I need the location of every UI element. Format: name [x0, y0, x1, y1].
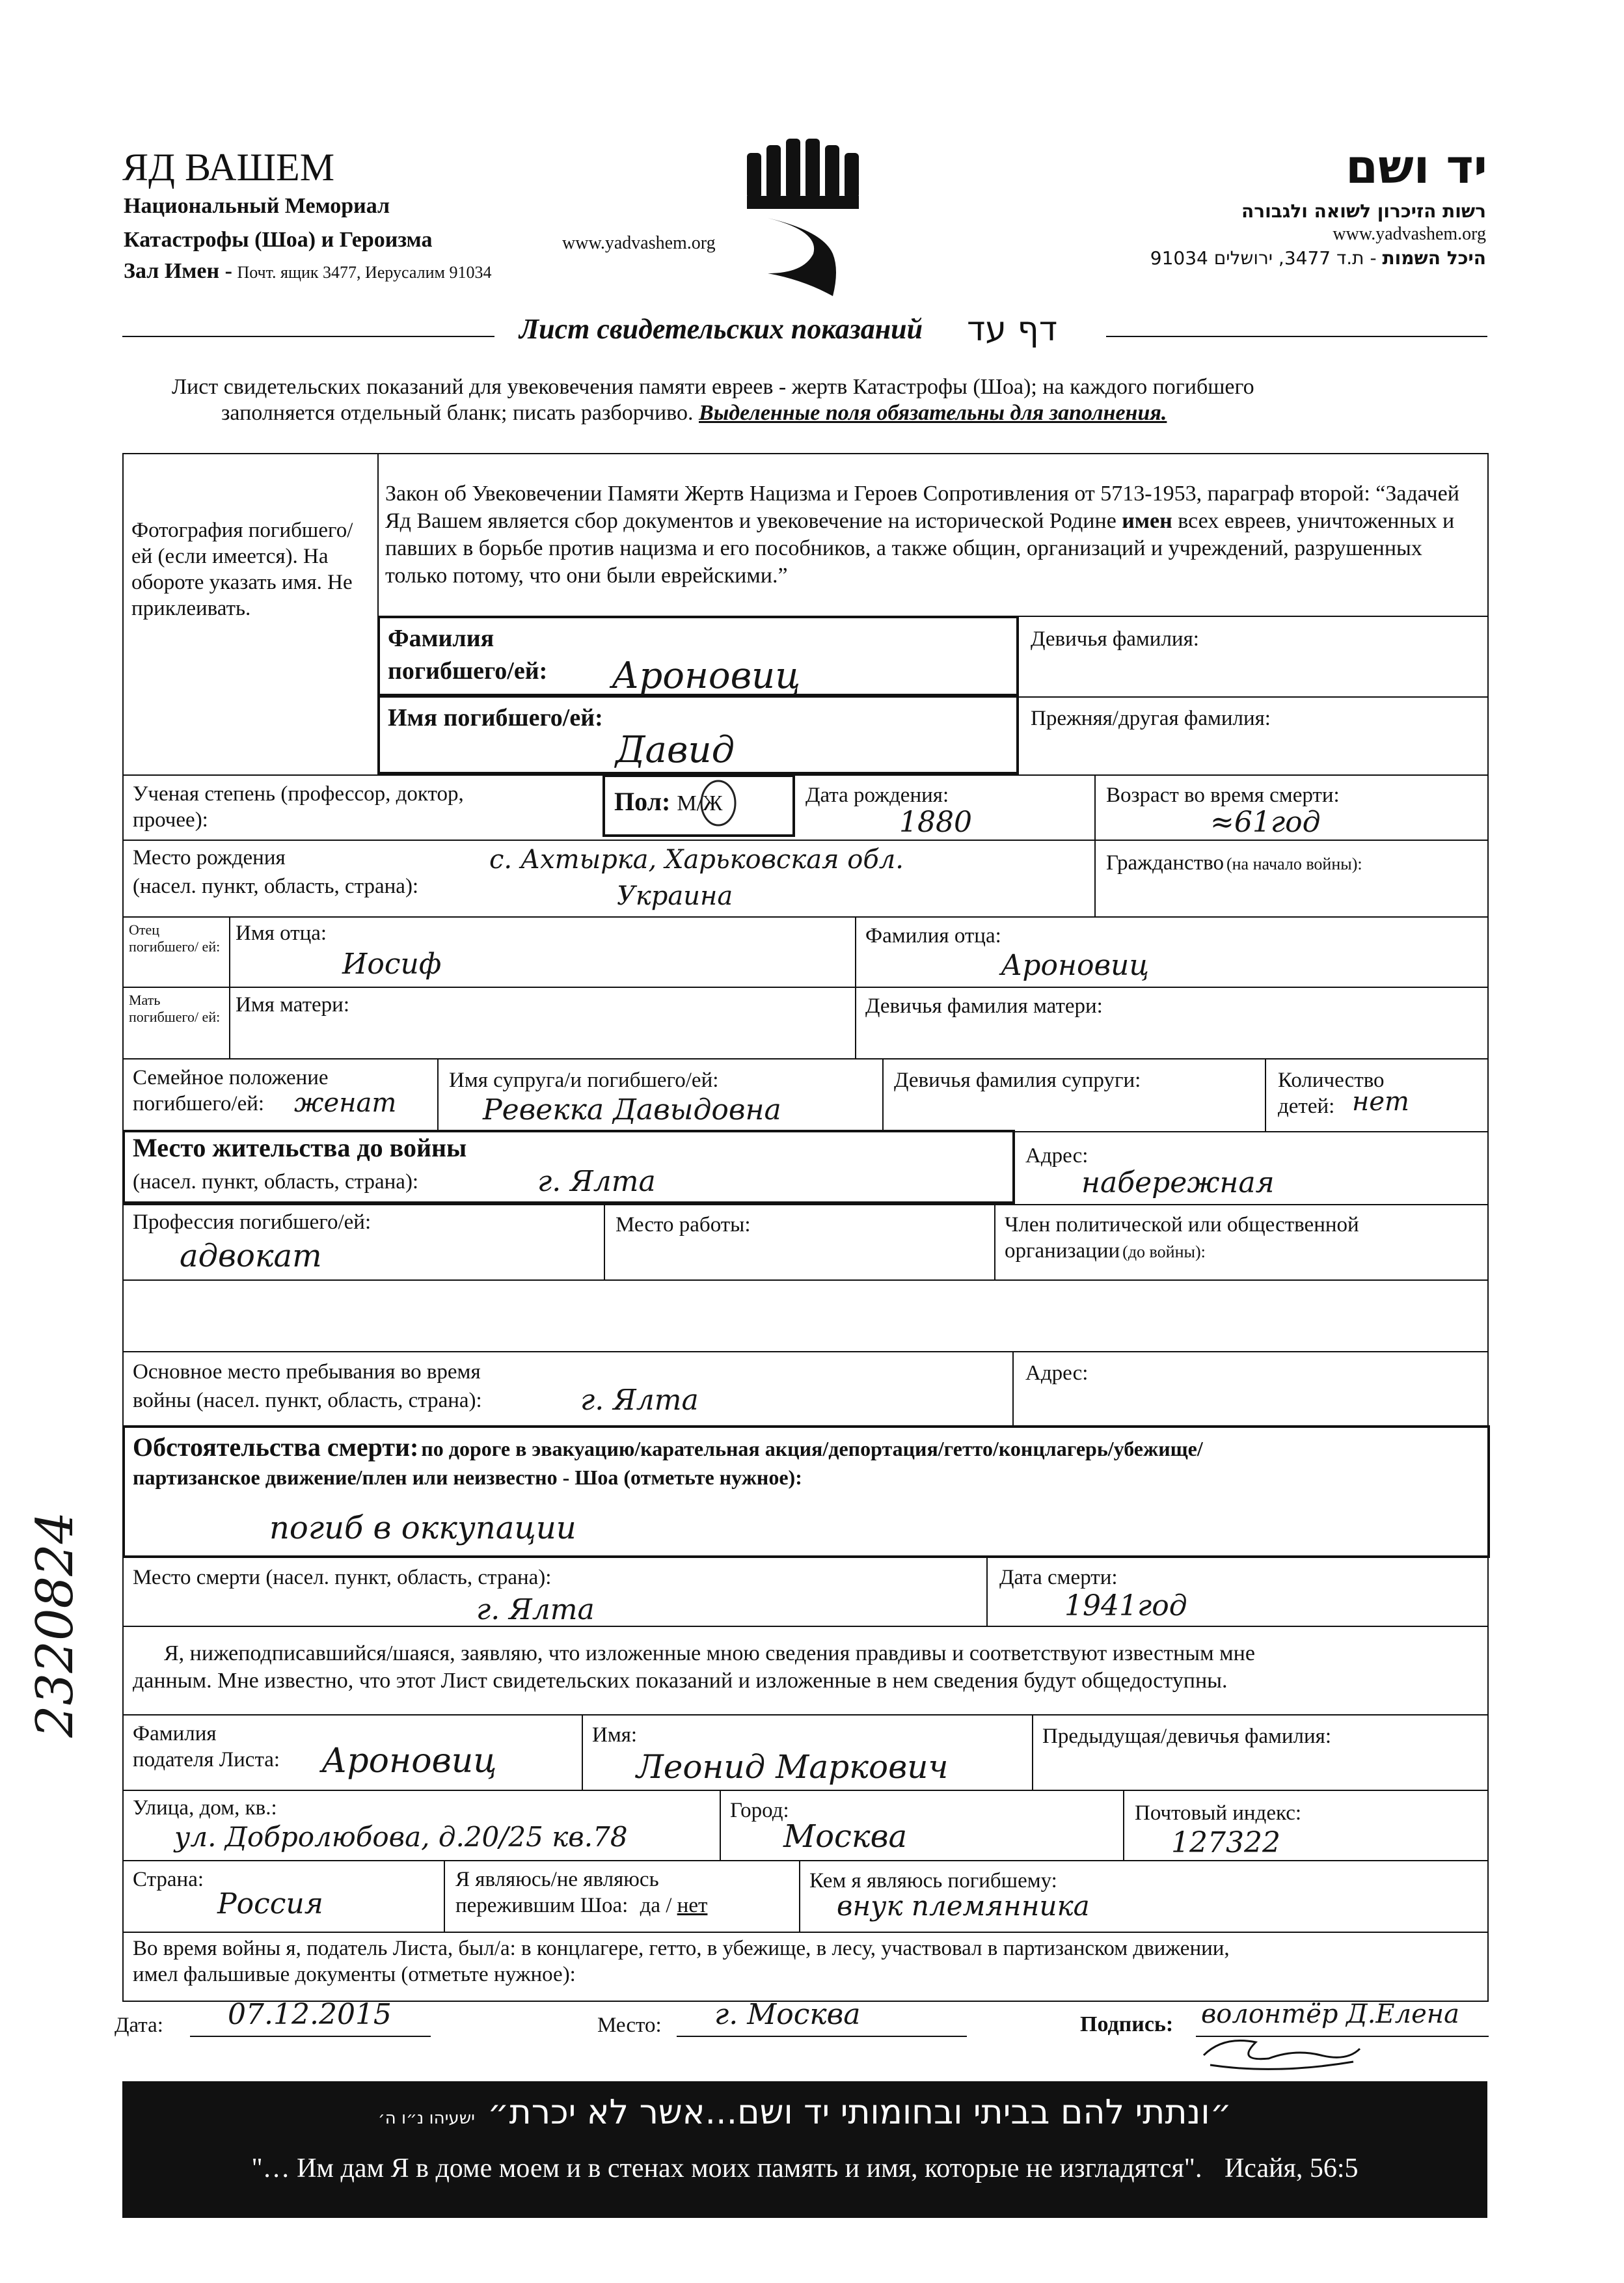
city-value: Москва [783, 1818, 908, 1855]
address-value: набережная [1081, 1166, 1275, 1199]
survivor-label-1: Я являюсь/не являюсь [455, 1868, 659, 1891]
margin-record-number: 2320824 [26, 1511, 85, 1738]
zip-value: 127322 [1171, 1826, 1280, 1859]
father-side-label: Отец погибшего/ ей: [129, 922, 221, 955]
birth-date-label: Дата рождения: [805, 784, 949, 807]
children-label-1: Количество [1278, 1069, 1385, 1092]
org-line2-ru: Национальный Мемориал [124, 194, 390, 218]
wartime-label-2: войны (насел. пункт, область, страна): [133, 1389, 482, 1412]
mother-name-label: Имя матери: [236, 993, 349, 1017]
relation-label: Кем я являюсь погибшему: [809, 1869, 1057, 1893]
declaration-line-1: Я, нижеподписавшийся/шаяся, заявляю, что изложенные мною сведения правдивы и соответствуют известным мне [164, 1641, 1255, 1665]
first-name-label: Имя погибшего/ей: [388, 704, 603, 731]
spouse-label: Имя супруга/и погибшего/ей: [449, 1069, 719, 1092]
citizenship-note: (на начало войны): [1226, 854, 1362, 873]
law-text [385, 480, 1485, 590]
footer-russian-row [122, 2153, 1487, 2184]
father-surname-value: Ароновиц [1001, 949, 1150, 982]
profession-value: адвокат [180, 1238, 322, 1274]
law-text-bold: имен [1122, 509, 1172, 533]
submitter-name-label: Имя: [592, 1723, 638, 1747]
survivor-no[interactable]: нет [677, 1894, 708, 1917]
member-note: (до войны): [1122, 1242, 1206, 1261]
url-right: www.yadvashem.org [1333, 224, 1486, 244]
submitter-surname-value: Ароновиц [321, 1742, 497, 1781]
father-name-value: Иосиф [342, 948, 442, 981]
form-title-ru: Лист свидетельских показаний [519, 313, 923, 345]
photo-note: Фотография погибшего/ей (если имеется). На обороте указать имя. Не приклеивать. [131, 519, 353, 620]
city-label: Город: [730, 1799, 789, 1822]
footer-russian-quote: "… Им дам Я в доме моем и в стенах моих память и имя, которые не изгладятся". [251, 2153, 1202, 2183]
marital-label-1: Семейное положение [133, 1066, 329, 1089]
birth-date-value: 1880 [899, 806, 972, 839]
birthplace-value-2: Украина [617, 881, 733, 911]
death-date-value: 1941год [1064, 1589, 1187, 1622]
address-label: Адрес: [1025, 1144, 1089, 1168]
death-place-value: г. Ялта [476, 1593, 595, 1626]
declaration-line-2: данным. Мне известно, что этот Лист свидетельских показаний и изложенные в нем сведения будут общедоступны. [133, 1669, 1228, 1693]
death-circ-value: погиб в оккупации [269, 1510, 576, 1546]
mother-side-label: Мать погибшего/ ей: [129, 992, 221, 1025]
birthplace-value-1: с. Ахтырка, Харьковская обл. [489, 845, 904, 875]
submitter-surname-label-1: Фамилия [133, 1722, 217, 1745]
submitter-surname-label-2: подателя Листа: [133, 1748, 280, 1771]
date-value: 07.12.2015 [228, 1998, 392, 2031]
wartime-label-1: Основное место пребывания во время [133, 1360, 481, 1384]
relation-value: внук племянника [837, 1890, 1090, 1922]
footer-hebrew-quote: ״ונתתי להם בביתי ובחומותי יד ושם...אשר לא יכרת״ [487, 2093, 1232, 2132]
footer-banner [122, 2081, 1487, 2218]
footer-russian-source: Исайя, 56:5 [1224, 2153, 1359, 2183]
surname-value: Ароновиц [612, 655, 801, 697]
sex-circle-mark-icon [696, 776, 742, 828]
age-label: Возраст во время смерти: [1106, 784, 1340, 807]
previous-name-label: Прежняя/другая фамилия: [1031, 707, 1271, 730]
spouse-value: Ревекка Давыдовна [483, 1093, 781, 1127]
death-place-label: Место смерти (насел. пункт, область, страна): [133, 1566, 552, 1589]
url-left: www.yadvashem.org [562, 233, 716, 253]
org-name-ru: ЯД ВАШЕМ [122, 146, 335, 189]
intro-emphasis: Выделенные поля обязательны для заполнения. [699, 401, 1167, 425]
war-status-line-1: Во время войны я, податель Листа, был/а: в концлагере, гетто, в убежище, в лесу, участвовал в партизанском движении, [133, 1937, 1230, 1960]
law-text-part2: всех евреев, уничтоженных и павших в борьбе против нацизма и его пособников, а также общин, организаций и учреждений, разрушенных только потому, что они были еврейскими.” [385, 509, 1455, 588]
org-name-he: יד ושם [1345, 139, 1487, 194]
sex-label: Пол: [614, 787, 671, 816]
intro-text: заполняется отдельный бланк; писать разборчиво. [221, 401, 694, 425]
hall-he-label: היכל השמות [1382, 247, 1486, 269]
signature-label: Подпись: [1080, 2012, 1174, 2036]
date-label: Дата: [115, 2014, 163, 2037]
footer-hebrew-source: ישעיהו נ״ו ה׳ [377, 2109, 475, 2128]
father-name-label: Имя отца: [236, 922, 327, 945]
street-label: Улица, дом, кв.: [133, 1796, 277, 1820]
citizenship-label-row [1106, 850, 1362, 876]
org-line2-he: רשות הזיכרון לשואה ולגבורה [1241, 200, 1486, 222]
signature-scribble-icon [1197, 2029, 1366, 2075]
survivor-yes[interactable]: да [640, 1894, 660, 1917]
father-surname-label: Фамилия отца: [865, 924, 1001, 948]
citizenship-label: Гражданство [1106, 851, 1224, 875]
survivor-separator: / [666, 1894, 672, 1917]
residence-value: г. Ялта [537, 1165, 656, 1198]
hall-he [1150, 247, 1486, 269]
death-circ-line-2: партизанское движение/плен или неизвестно - Шоа (отметьте нужное): [133, 1466, 802, 1489]
death-circ-line-1 [133, 1432, 1203, 1462]
age-value: ≈61год [1210, 806, 1321, 839]
member-label-1: Член политической или общественной [1005, 1213, 1359, 1237]
profession-label: Профессия погибшего/ей: [133, 1210, 372, 1234]
sex-options[interactable]: М/Ж [677, 791, 723, 815]
birthplace-label-1: Место рождения [133, 846, 286, 869]
hall-address: Почт. ящик 3477, Иерусалим 91034 [237, 263, 492, 282]
death-circ-bold: Обстоятельства смерти: [133, 1432, 419, 1462]
zip-label: Почтовый индекс: [1135, 1801, 1302, 1825]
hall-of-names-address [124, 259, 492, 284]
death-circ-options: по дороге в эвакуацию/карательная акция/депортация/гетто/концлагерь/убежище/ [421, 1437, 1203, 1460]
mother-maiden-label: Девичья фамилия матери: [865, 994, 1103, 1018]
residence-sub-label: (насел. пункт, область, страна): [133, 1170, 419, 1194]
first-name-value: Давид [616, 729, 735, 771]
survivor-label-row-2 [455, 1893, 707, 1919]
org-line3-ru: Катастрофы (Шоа) и Героизма [124, 228, 433, 252]
survivor-label-2: пережившим Шоа: [455, 1894, 629, 1917]
maiden-name-label: Девичья фамилия: [1031, 627, 1199, 651]
law-text-part1: Закон об Увековечении Памяти Жертв Нацизма и Героев Сопротивления от 5713-1953, параграф второй: “Задачей Яд Вашем является сбор документов и увековечение на исторической Родине [385, 482, 1459, 533]
workplace-label: Место работы: [616, 1213, 751, 1237]
form-title-he: דף עד [967, 310, 1058, 349]
birthplace-label-2: (насел. пункт, область, страна): [133, 875, 419, 898]
wartime-value: г. Ялта [580, 1384, 699, 1417]
member-label-2: организации [1005, 1239, 1120, 1263]
death-date-label: Дата смерти: [999, 1566, 1118, 1589]
degree-label: Ученая степень (профессор, доктор, прочее): [133, 782, 464, 832]
hall-he-address: - ת.ד 3477, ירושלים 91034 [1150, 247, 1377, 269]
children-value: нет [1352, 1087, 1409, 1117]
yad-vashem-logo-icon [742, 133, 865, 303]
country-value: Россия [217, 1887, 323, 1921]
submitter-prev-label: Предыдущая/девичья фамилия: [1042, 1725, 1332, 1748]
intro-line-2 [221, 401, 1167, 426]
intro-line-1: Лист свидетельских показаний для увековечения памяти евреев - жертв Катастрофы (Шоа); на каждого погибшего [172, 375, 1254, 399]
wartime-address-label: Адрес: [1025, 1361, 1089, 1385]
war-status-line-2: имел фальшивые документы (отметьте нужное): [133, 1963, 576, 1986]
spouse-maiden-label: Девичья фамилия супруги: [894, 1069, 1141, 1092]
residence-label: Место жительства до войны [133, 1133, 467, 1162]
children-label-2: детей: [1278, 1095, 1335, 1118]
street-value: ул. Добролюбова, д.20/25 кв.78 [174, 1821, 628, 1853]
signature-value: волонтёр Д.Елена [1201, 1999, 1459, 2029]
member-label-row-2 [1005, 1238, 1206, 1264]
hall-label: Зал Имен - [124, 259, 232, 283]
footer-hebrew-row [122, 2093, 1487, 2132]
marital-label-2: погибшего/ей: [133, 1092, 265, 1115]
surname-label: Фамилия погибшего/ей: [388, 625, 548, 685]
place-value: г. Москва [714, 1998, 861, 2031]
marital-value: женат [294, 1088, 397, 1118]
country-label: Страна: [133, 1868, 204, 1891]
submitter-name-value: Леонид Маркович [636, 1748, 949, 1786]
place-label: Место: [597, 2014, 662, 2037]
